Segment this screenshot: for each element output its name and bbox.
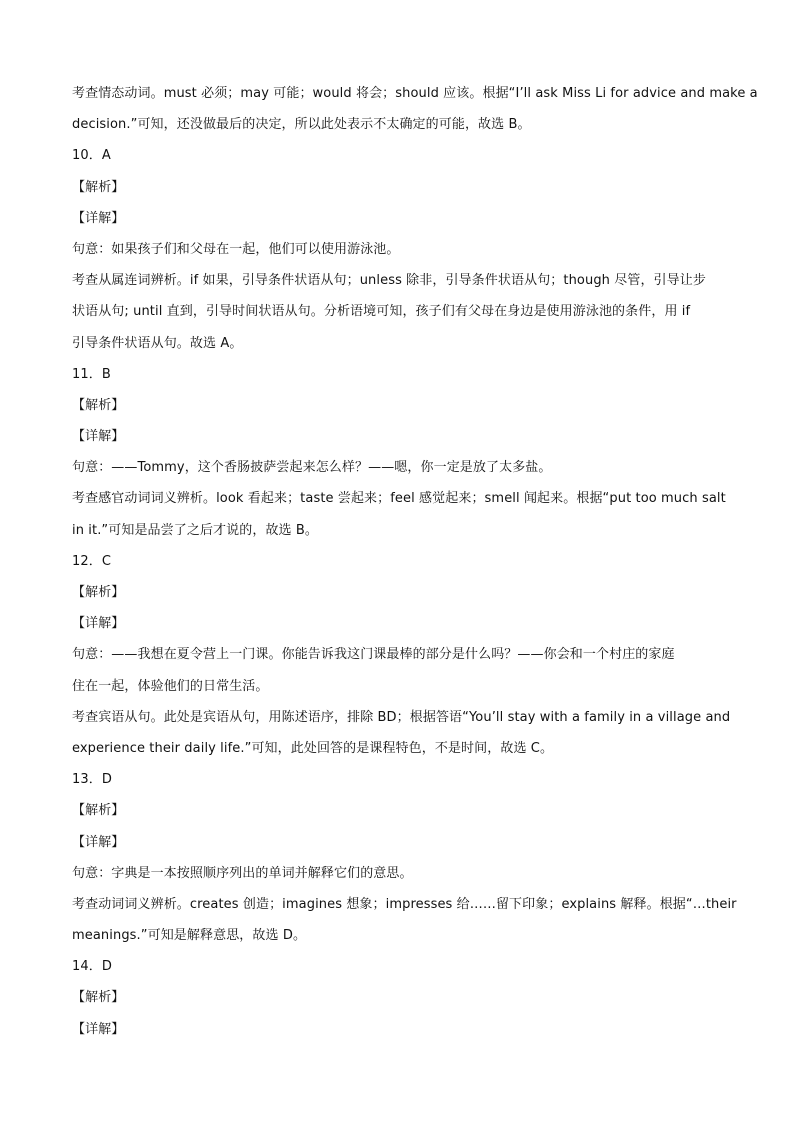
- question-number: 10．A: [72, 148, 111, 164]
- text-line: 句意：——Tommy，这个香肠披萨尝起来怎么样？——嗯，你一定是放了太多盐。: [72, 460, 552, 476]
- text-line: 状语从句; until 直到，引导时间状语从句。分析语境可知，孩子们有父母在身边是使用游泳池的条件，用 if: [72, 304, 691, 320]
- text-line: 住在一起，体验他们的日常生活。: [72, 678, 269, 694]
- text-line: experience their daily life.”可知，此处回答的是课程特色，不是时间，故选 C。: [72, 740, 554, 756]
- text-line: in it.”可知是品尝了之后才说的，故选 B。: [72, 522, 319, 538]
- text-line: 句意：如果孩子们和父母在一起，他们可以使用游泳池。: [72, 241, 400, 257]
- detail-heading: 【详解】: [72, 1021, 125, 1037]
- text-line: 句意：——我想在夏令营上一门课。你能告诉我这门课最棒的部分是什么吗？——你会和一个村庄的家庭: [72, 647, 675, 663]
- text-line: meanings.”可知是解释意思，故选 D。: [72, 928, 307, 944]
- detail-heading: 【详解】: [72, 834, 125, 850]
- analysis-heading: 【解析】: [72, 179, 125, 195]
- text-line: 考查情态动词。must 必须；may 可能；would 将会；should 应该。根据“I’ll ask Miss Li for advice and make a: [72, 86, 758, 101]
- detail-heading: 【详解】: [72, 429, 125, 445]
- detail-heading: 【详解】: [72, 210, 125, 226]
- text-line: 引导条件状语从句。故选 A。: [72, 335, 243, 351]
- question-number: 12．C: [72, 553, 112, 569]
- analysis-heading: 【解析】: [72, 990, 125, 1006]
- analysis-heading: 【解析】: [72, 585, 125, 600]
- question-number: 11．B: [72, 366, 111, 382]
- text-line: 考查宾语从句。此处是宾语从句，用陈述语序，排除 BD；根据答语“You’ll stay with a family in a village and: [72, 709, 731, 725]
- text-line: 句意：字典是一本按照顺序列出的单词并解释它们的意思。: [72, 865, 413, 881]
- detail-heading: 【详解】: [72, 616, 125, 632]
- text-line: 考查动词词义辨析。creates 创造；imagines 想象；impresses 给……留下印象；explains 解释。根据“…their: [72, 896, 737, 912]
- analysis-heading: 【解析】: [72, 803, 125, 819]
- question-number: 13．D: [72, 772, 112, 788]
- text-line: 考查从属连词辨析。if 如果，引导条件状语从句；unless 除非，引导条件状语从句；though 尽管，引导让步: [72, 273, 706, 289]
- analysis-heading: 【解析】: [72, 397, 125, 413]
- text-line: 考查感官动词词义辨析。look 看起来；taste 尝起来；feel 感觉起来；smell 闻起来。根据“put too much salt: [72, 491, 726, 507]
- text-line: decision.”可知，还没做最后的决定，所以此处表示不太确定的可能，故选 B。: [72, 117, 531, 133]
- question-number: 14．D: [72, 959, 112, 975]
- document-body: [72, 78, 758, 1045]
